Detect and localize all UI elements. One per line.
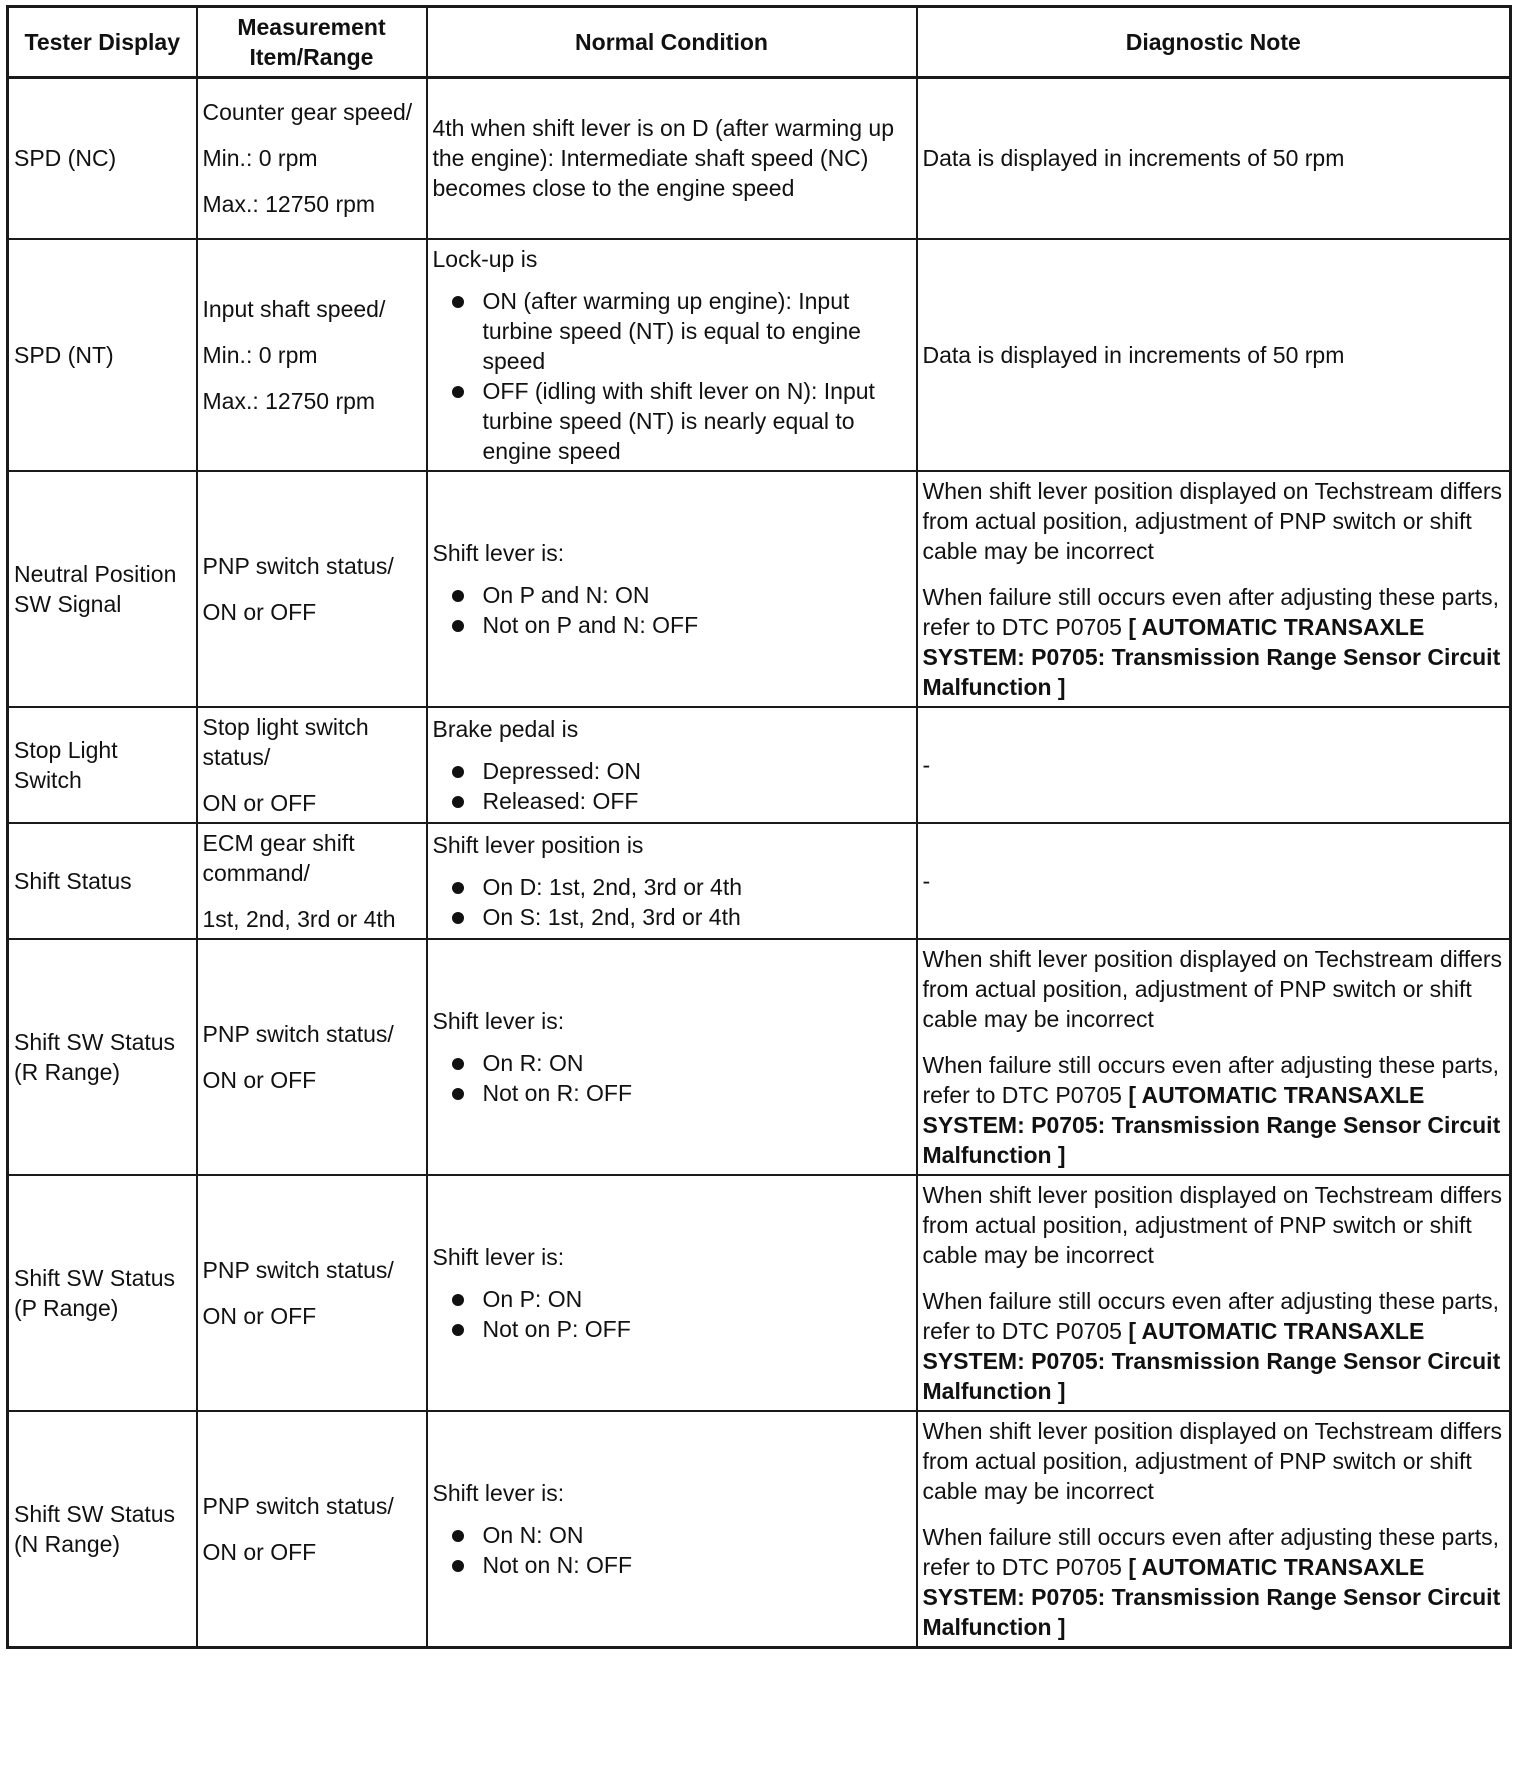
header-tester-display: Tester Display bbox=[8, 7, 197, 78]
cell-tester-display bbox=[8, 1411, 197, 1648]
measurement-line: PNP switch status/ bbox=[202, 1020, 394, 1047]
table-row bbox=[8, 471, 1511, 707]
normal-condition-item: Released: OFF bbox=[433, 786, 911, 816]
tester-display-text: Shift SW Status (P Range) bbox=[14, 1264, 176, 1321]
normal-condition-intro: Shift lever is: bbox=[432, 1007, 565, 1034]
cell-measurement bbox=[197, 823, 427, 939]
normal-condition-list bbox=[433, 1520, 911, 1580]
cell-tester-display bbox=[8, 239, 197, 471]
table-row bbox=[8, 707, 1511, 823]
header-row bbox=[8, 7, 1511, 78]
cell-diagnostic-note bbox=[917, 707, 1511, 823]
header-diagnostic-note: Diagnostic Note bbox=[917, 7, 1511, 78]
cell-normal-condition bbox=[427, 471, 917, 707]
cell-measurement bbox=[197, 471, 427, 707]
reference-prefix: When failure still occurs even after adjusting these parts, refer to DTC P0705 bbox=[922, 583, 1500, 640]
tester-display-text: Stop Light Switch bbox=[14, 736, 118, 793]
cell-diagnostic-note bbox=[917, 1411, 1511, 1648]
cell-measurement bbox=[197, 939, 427, 1175]
normal-condition-intro: Brake pedal is bbox=[432, 715, 579, 742]
cell-measurement bbox=[197, 78, 427, 239]
cell-diagnostic-note bbox=[917, 78, 1511, 239]
measurement-line: ON or OFF bbox=[202, 789, 317, 816]
diagnostic-note-reference bbox=[923, 1050, 1505, 1170]
measurement-line: ON or OFF bbox=[202, 1066, 317, 1093]
cell-diagnostic-note bbox=[917, 471, 1511, 707]
tester-display-text: SPD (NT) bbox=[14, 341, 114, 368]
table-row bbox=[8, 1411, 1511, 1648]
normal-condition-item: On S: 1st, 2nd, 3rd or 4th bbox=[433, 902, 911, 932]
diagnostic-note-reference bbox=[923, 1286, 1505, 1406]
cell-tester-display bbox=[8, 1175, 197, 1411]
cell-diagnostic-note bbox=[917, 823, 1511, 939]
cell-normal-condition bbox=[427, 823, 917, 939]
cell-tester-display bbox=[8, 471, 197, 707]
measurement-line: ECM gear shift command/ bbox=[202, 829, 355, 886]
cell-tester-display bbox=[8, 707, 197, 823]
tester-display-text: Shift Status bbox=[14, 867, 132, 894]
normal-condition-item: Not on N: OFF bbox=[433, 1550, 911, 1580]
cell-normal-condition bbox=[427, 707, 917, 823]
diagnostic-note-text: When shift lever position displayed on Techstream differs from actual position, adjustment of PNP switch or shift cable may be incorrect bbox=[922, 1417, 1503, 1504]
cell-measurement bbox=[197, 239, 427, 471]
dtc-reference-link[interactable]: [ AUTOMATIC TRANSAXLE SYSTEM: P0705: Transmission Range Sensor Circuit Malfunction ] bbox=[922, 1553, 1501, 1640]
normal-condition-item: Not on P: OFF bbox=[433, 1314, 911, 1344]
table-row bbox=[8, 78, 1511, 239]
dtc-reference-link[interactable]: [ AUTOMATIC TRANSAXLE SYSTEM: P0705: Transmission Range Sensor Circuit Malfunction ] bbox=[922, 1317, 1501, 1404]
diagnostic-note-text: Data is displayed in increments of 50 rpm bbox=[922, 341, 1345, 368]
cell-tester-display bbox=[8, 78, 197, 239]
table-body bbox=[8, 78, 1511, 1648]
cell-diagnostic-note bbox=[917, 1175, 1511, 1411]
measurement-line: Min.: 0 rpm bbox=[202, 341, 318, 368]
diagnostic-note-text: When shift lever position displayed on Techstream differs from actual position, adjustment of PNP switch or shift cable may be incorrect bbox=[922, 945, 1503, 1032]
tester-display-text: SPD (NC) bbox=[14, 145, 117, 172]
cell-normal-condition bbox=[427, 1175, 917, 1411]
normal-condition-intro: Shift lever position is bbox=[432, 831, 644, 858]
measurement-line: Max.: 12750 rpm bbox=[202, 387, 376, 414]
measurement-line: Counter gear speed/ bbox=[202, 99, 413, 126]
header-measurement: Measurement Item/Range bbox=[197, 7, 427, 78]
dtc-reference-link[interactable]: [ AUTOMATIC TRANSAXLE SYSTEM: P0705: Transmission Range Sensor Circuit Malfunction ] bbox=[922, 613, 1501, 700]
cell-tester-display bbox=[8, 939, 197, 1175]
normal-condition-item: Not on R: OFF bbox=[433, 1078, 911, 1108]
normal-condition-item: Not on P and N: OFF bbox=[433, 610, 911, 640]
cell-tester-display bbox=[8, 823, 197, 939]
normal-condition-item: On P: ON bbox=[433, 1284, 911, 1314]
cell-normal-condition bbox=[427, 1411, 917, 1648]
cell-measurement bbox=[197, 1175, 427, 1411]
diagnostic-note-text: When shift lever position displayed on Techstream differs from actual position, adjustment of PNP switch or shift cable may be incorrect bbox=[922, 477, 1503, 564]
normal-condition-item: ON (after warming up engine): Input turbine speed (NT) is equal to engine speed bbox=[433, 286, 911, 376]
normal-condition-list bbox=[433, 872, 911, 932]
normal-condition-list bbox=[433, 1284, 911, 1344]
normal-condition-intro: 4th when shift lever is on D (after warming up the engine): Intermediate shaft speed (NC) becomes close to the engine speed bbox=[432, 115, 894, 202]
measurement-line: ON or OFF bbox=[202, 1538, 317, 1565]
cell-normal-condition bbox=[427, 239, 917, 471]
normal-condition-intro: Shift lever is: bbox=[432, 1479, 565, 1506]
diagnostic-note-text: When shift lever position displayed on Techstream differs from actual position, adjustment of PNP switch or shift cable may be incorrect bbox=[922, 1181, 1503, 1268]
tester-display-text: Neutral Position SW Signal bbox=[14, 560, 177, 617]
measurement-line: Min.: 0 rpm bbox=[202, 145, 318, 172]
diagnostic-note-text: Data is displayed in increments of 50 rpm bbox=[922, 145, 1345, 172]
tester-display-text: Shift SW Status (N Range) bbox=[14, 1500, 176, 1557]
normal-condition-item: On P and N: ON bbox=[433, 580, 911, 610]
cell-normal-condition bbox=[427, 78, 917, 239]
data-list-table bbox=[6, 5, 1512, 1649]
header-normal-condition: Normal Condition bbox=[427, 7, 917, 78]
normal-condition-list bbox=[433, 756, 911, 816]
diagnostic-note-reference bbox=[923, 582, 1505, 702]
normal-condition-intro: Shift lever is: bbox=[432, 1243, 565, 1270]
table-row bbox=[8, 239, 1511, 471]
measurement-line: PNP switch status/ bbox=[202, 1256, 394, 1283]
measurement-line: Max.: 12750 rpm bbox=[202, 191, 376, 218]
cell-measurement bbox=[197, 707, 427, 823]
reference-prefix: When failure still occurs even after adjusting these parts, refer to DTC P0705 bbox=[922, 1287, 1500, 1344]
measurement-line: 1st, 2nd, 3rd or 4th bbox=[202, 905, 396, 932]
measurement-line: Stop light switch status/ bbox=[202, 713, 369, 770]
reference-prefix: When failure still occurs even after adjusting these parts, refer to DTC P0705 bbox=[922, 1523, 1500, 1580]
table-row bbox=[8, 1175, 1511, 1411]
normal-condition-list bbox=[433, 580, 911, 640]
table-row bbox=[8, 939, 1511, 1175]
normal-condition-item: Depressed: ON bbox=[433, 756, 911, 786]
dtc-reference-link[interactable]: [ AUTOMATIC TRANSAXLE SYSTEM: P0705: Transmission Range Sensor Circuit Malfunction ] bbox=[922, 1081, 1501, 1168]
measurement-line: ON or OFF bbox=[202, 598, 317, 625]
reference-prefix: When failure still occurs even after adjusting these parts, refer to DTC P0705 bbox=[922, 1051, 1500, 1108]
cell-normal-condition bbox=[427, 939, 917, 1175]
normal-condition-intro: Shift lever is: bbox=[432, 539, 565, 566]
cell-diagnostic-note bbox=[917, 939, 1511, 1175]
normal-condition-list bbox=[433, 286, 911, 466]
diagnostic-note-reference bbox=[923, 1522, 1505, 1642]
table-row bbox=[8, 823, 1511, 939]
measurement-line: Input shaft speed/ bbox=[202, 295, 386, 322]
normal-condition-item: On N: ON bbox=[433, 1520, 911, 1550]
normal-condition-item: OFF (idling with shift lever on N): Input turbine speed (NT) is nearly equal to engine speed bbox=[433, 376, 911, 466]
measurement-line: ON or OFF bbox=[202, 1302, 317, 1329]
normal-condition-item: On R: ON bbox=[433, 1048, 911, 1078]
measurement-line: PNP switch status/ bbox=[202, 552, 394, 579]
normal-condition-intro: Lock-up is bbox=[432, 245, 538, 272]
diagnostic-note-text: - bbox=[922, 867, 931, 894]
cell-diagnostic-note bbox=[917, 239, 1511, 471]
measurement-line: PNP switch status/ bbox=[202, 1492, 394, 1519]
tester-display-text: Shift SW Status (R Range) bbox=[14, 1028, 176, 1085]
normal-condition-list bbox=[433, 1048, 911, 1108]
cell-measurement bbox=[197, 1411, 427, 1648]
normal-condition-item: On D: 1st, 2nd, 3rd or 4th bbox=[433, 872, 911, 902]
diagnostic-note-text: - bbox=[922, 751, 931, 778]
